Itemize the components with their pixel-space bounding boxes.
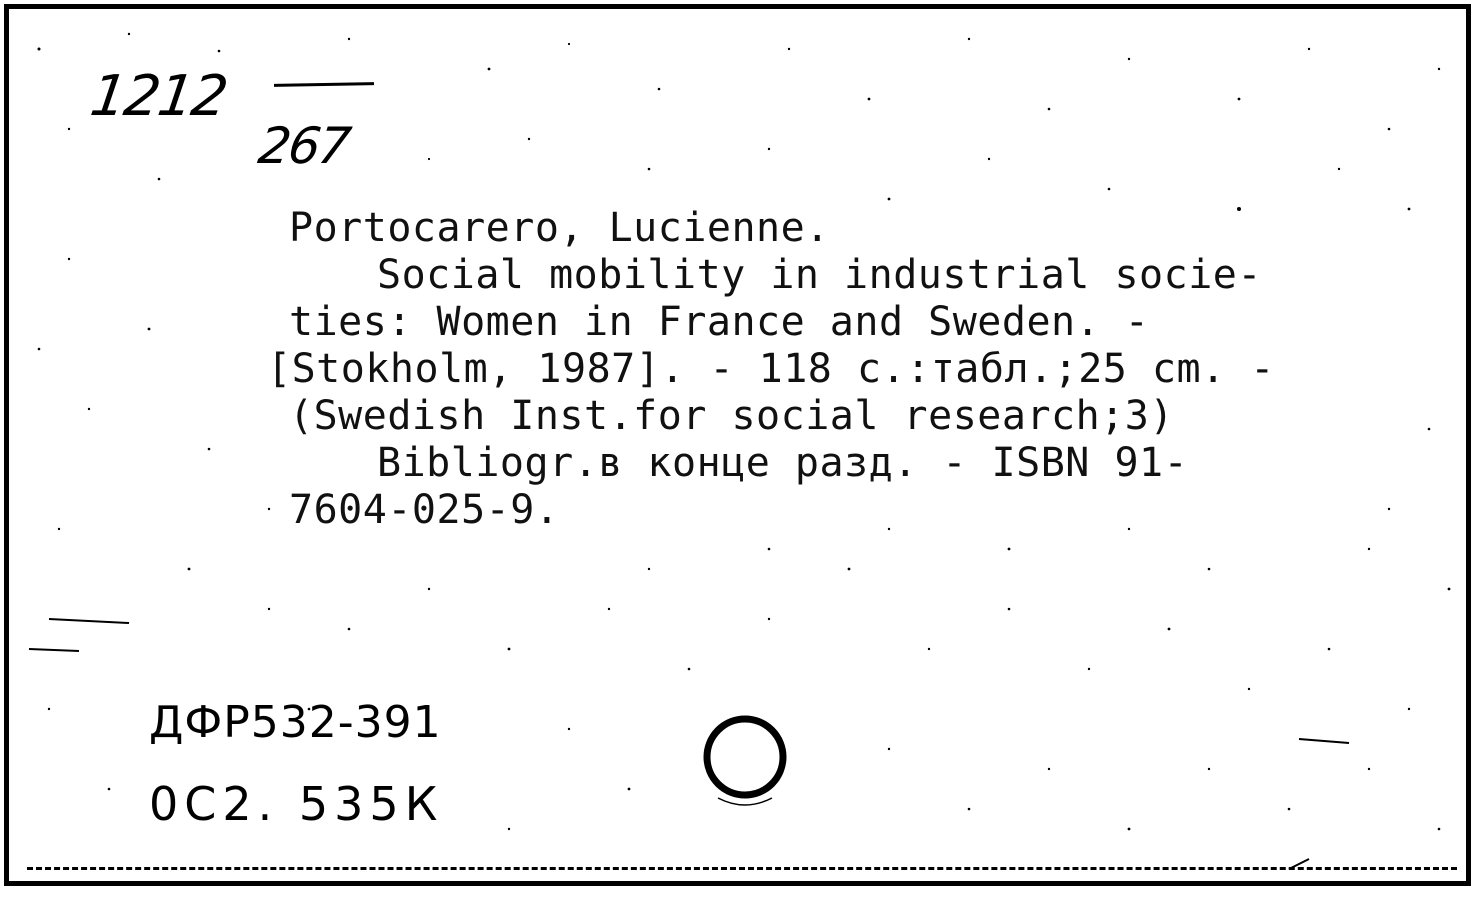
shelf-code-primary: ДФР532-391	[149, 697, 442, 748]
entry-imprint: [Stokholm, 1987]. - 118 c.:табл.;25 cm. -	[267, 346, 1275, 392]
entry-isbn: 7604-025-9.	[289, 487, 560, 533]
entry-notes: Bibliogr.в конце разд. - ISBN 91-	[377, 440, 1189, 486]
entry-title-line: Social mobility in industrial socie-	[377, 252, 1262, 298]
entry-series: (Swedish Inst.for social research;3)	[289, 393, 1174, 439]
call-number-top: 1212	[86, 64, 231, 129]
catalog-card	[4, 4, 1471, 886]
entry-title-line: ties: Women in France and Sweden. -	[289, 299, 1150, 345]
punched-circle-icon	[698, 712, 792, 806]
call-number-bottom: 267	[254, 117, 353, 175]
entry-author: Portocarero, Lucienne.	[289, 205, 830, 251]
shelf-code-secondary: 0С2. 535К	[149, 777, 444, 831]
bibliographic-entry	[267, 205, 1275, 534]
bottom-dashed-rule	[27, 867, 1457, 873]
